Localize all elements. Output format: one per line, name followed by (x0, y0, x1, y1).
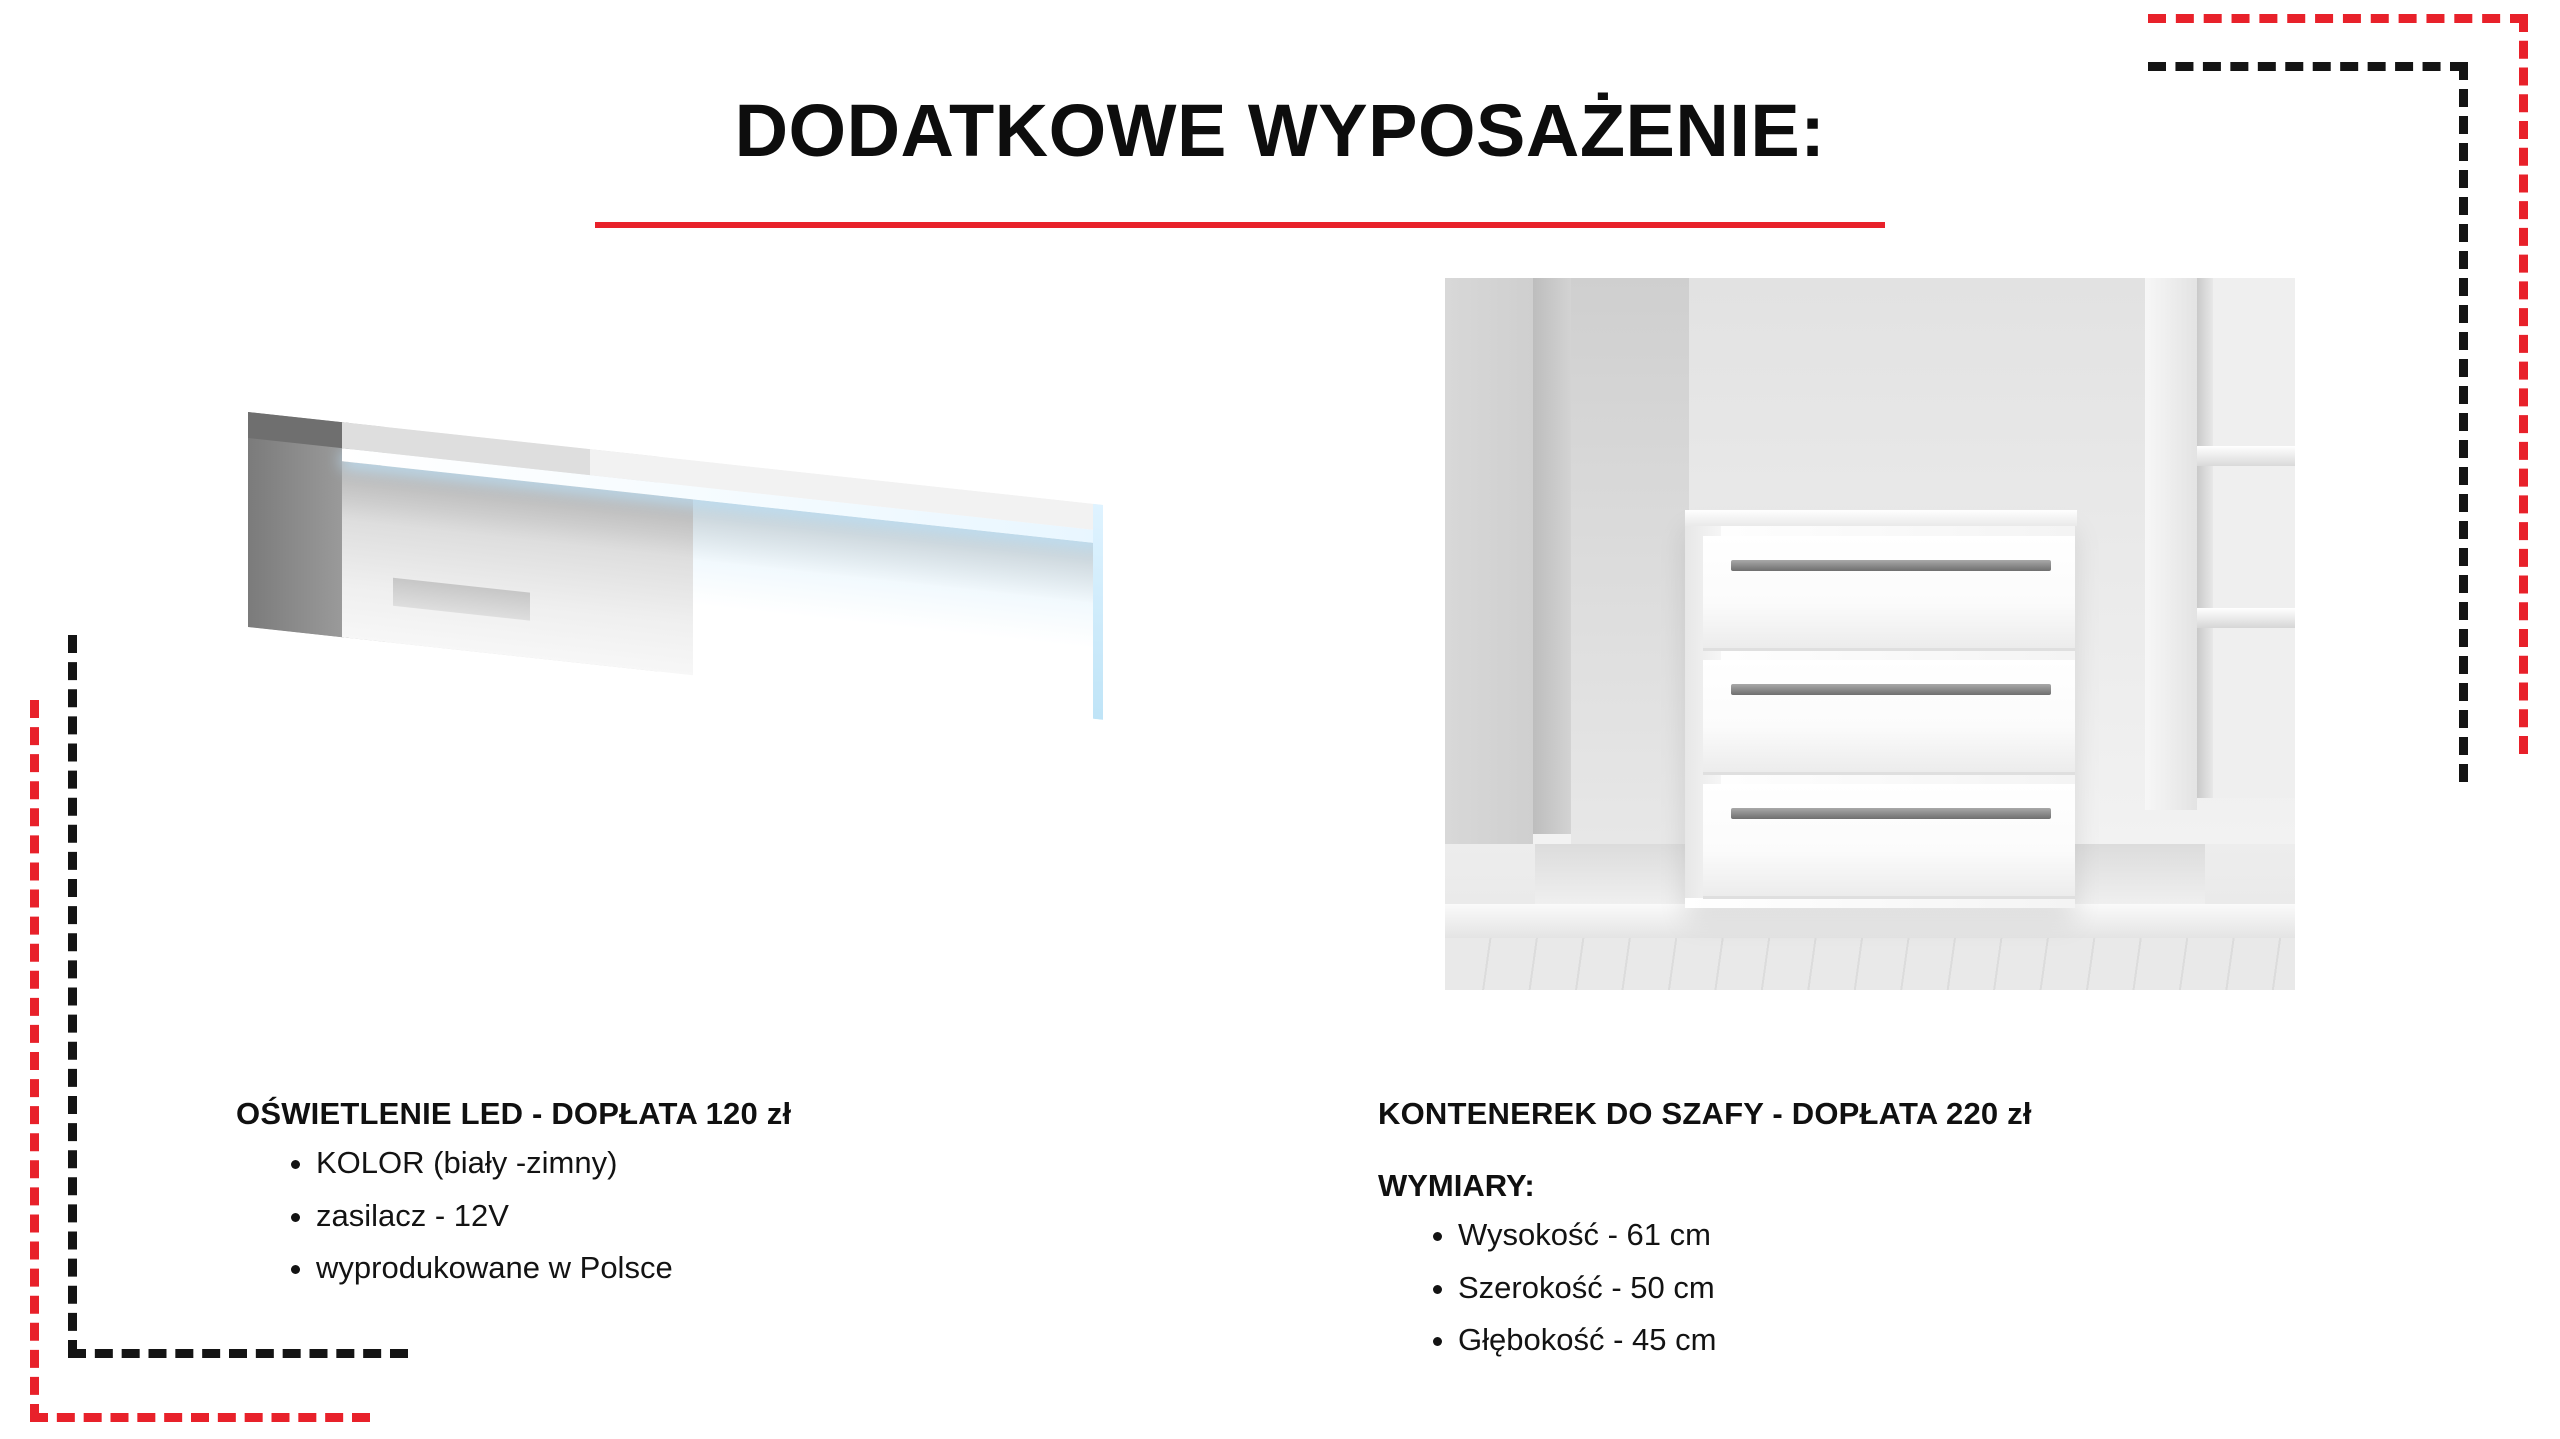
wardrobe-drawer-unit-photo (1445, 278, 2295, 990)
led-caption: OŚWIETLENIE LED - DOPŁATA 120 zł (236, 1096, 792, 1131)
wardrobe-left-panel (1533, 278, 1571, 834)
wardrobe-left-gap (1445, 278, 1533, 878)
list-item: • zasilacz - 12V (316, 1199, 673, 1234)
wardrobe-middle-panel (2145, 278, 2197, 810)
led-cabinet-body (248, 412, 1103, 720)
drawer-handle-middle (1731, 684, 2051, 695)
title-underline (595, 222, 1885, 228)
led-feature-list (256, 1146, 673, 1304)
list-item: • wyprodukowane w Polsce (316, 1251, 673, 1286)
wardrobe-shelf-back (2197, 278, 2213, 798)
list-item: • Wysokość - 61 cm (1458, 1218, 1716, 1253)
dimensions-label: WYMIARY: (1378, 1168, 1535, 1203)
wardrobe-shelf-upper (2197, 446, 2295, 466)
page-title: DODATKOWE WYPOSAŻENIE: (734, 89, 1826, 172)
drawer-front-top (1703, 536, 2075, 651)
decorative-frame-top-right-black-vertical (2459, 62, 2468, 782)
decorative-frame-bottom-left-black-vertical (68, 635, 77, 1358)
list-item: • Głębokość - 45 cm (1458, 1323, 1716, 1358)
drawer-unit-dimension-list (1398, 1218, 1716, 1376)
wardrobe-shelf-lower (2197, 608, 2295, 628)
list-item: • KOLOR (biały -zimny) (316, 1146, 673, 1181)
wardrobe-mirror-door (1571, 278, 1689, 888)
decorative-frame-bottom-left-red-vertical (30, 700, 39, 1422)
decorative-frame-bottom-left-black-horizontal (68, 1349, 408, 1358)
drawer-handle-bottom (1731, 808, 2051, 819)
drawer-unit-top (1685, 510, 2077, 526)
decorative-frame-top-right-black-horizontal (2148, 62, 2468, 71)
page-title-container (0, 89, 2560, 172)
wardrobe-plinth (1445, 904, 2295, 938)
drawer-unit-caption: KONTENEREK DO SZAFY - DOPŁATA 220 zł (1378, 1096, 2032, 1131)
drawer-front-bottom (1703, 784, 2075, 899)
wardrobe-floor-planks (1445, 938, 2295, 990)
list-item: • Szerokość - 50 cm (1458, 1271, 1716, 1306)
led-lighting-photo (248, 400, 1108, 650)
drawer-front-middle (1703, 660, 2075, 775)
drawer-handle-top (1731, 560, 2051, 571)
decorative-frame-bottom-left-red-horizontal (30, 1413, 370, 1422)
led-glass-edge (1093, 504, 1103, 720)
decorative-frame-top-right-red-horizontal (2148, 14, 2528, 23)
